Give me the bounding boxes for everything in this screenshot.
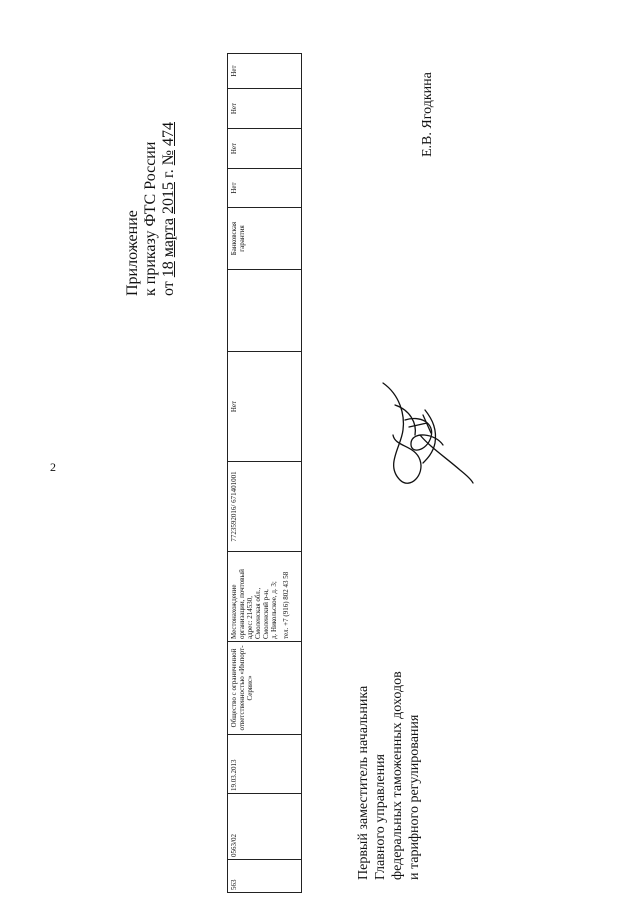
cell-inn-kpp: 7723592016/ 671401001 <box>228 462 302 552</box>
cell-col12: Нет <box>228 54 302 89</box>
cell-reg-number: 0563/02 <box>228 794 302 860</box>
registry-table <box>227 53 302 893</box>
address-line: организации, почтовый <box>238 569 246 639</box>
cell-col11: Нет <box>228 89 302 129</box>
cell-row-number: 563 <box>228 860 302 893</box>
date-year: 2015 <box>160 182 177 215</box>
address-line: Смоленская обл., <box>254 587 262 639</box>
position-line-3: федеральных таможенных доходов <box>390 671 405 880</box>
date-prefix: от <box>160 281 177 296</box>
order-number: 474 <box>160 121 177 146</box>
cell-col6: Нет <box>228 352 302 462</box>
signer-name: Е.В. Ягодкина <box>420 72 435 157</box>
date-month: марта <box>160 218 177 258</box>
appendix-date-line <box>160 122 178 296</box>
handwritten-signature <box>365 375 475 490</box>
appendix-header <box>124 122 178 296</box>
cell-guarantee: Банковская гарантия <box>228 208 302 270</box>
appendix-title: Приложение <box>124 210 141 296</box>
address-line: Местонахождение <box>230 584 238 639</box>
cell-date: 19.03.2013 <box>228 735 302 794</box>
address-line: адрес: 214530, <box>246 595 254 639</box>
cell-address <box>228 552 302 642</box>
cell-col10: Нет <box>228 129 302 169</box>
cell-col9: Нет <box>228 169 302 208</box>
date-year-suffix: г. <box>160 169 177 179</box>
table-row <box>228 54 302 893</box>
page-number: 2 <box>50 460 56 474</box>
address-line: тел. +7 (916) 802 43 58 <box>282 571 290 639</box>
position-line-1: Первый заместитель начальника <box>356 685 371 880</box>
registry-table-wrap <box>227 54 302 893</box>
date-day: 18 <box>160 261 177 278</box>
address-line: Смоленский р-н, <box>262 589 270 639</box>
cell-col7 <box>228 270 302 352</box>
signer-position <box>355 671 423 880</box>
number-sign: № <box>160 149 177 166</box>
address-line: д. Никольское, д. 3; <box>270 581 278 639</box>
position-line-2: Главного управления <box>373 754 388 880</box>
cell-org-name: Общество с ограниченной ответственностью «Импорт-Сервис» <box>228 642 302 735</box>
position-line-4: и тарифного регулирования <box>407 714 422 880</box>
appendix-order-ref: к приказу ФТС России <box>142 141 159 296</box>
